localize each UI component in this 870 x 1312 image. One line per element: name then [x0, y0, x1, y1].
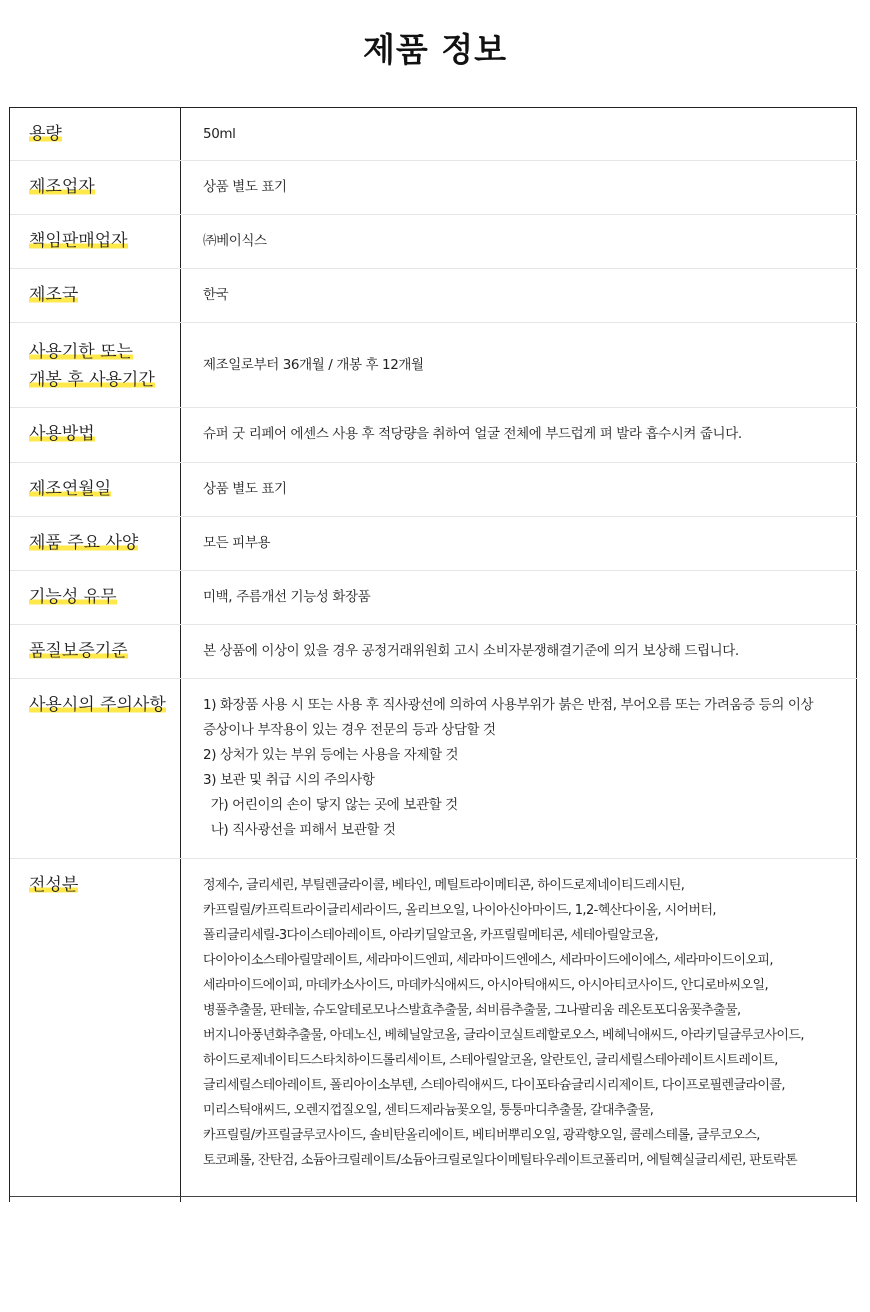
ingredient-line: 카프릴릴/카프릴글루코사이드, 솔비탄올리에이트, 베티버뿌리오일, 광곽향오일, 콜레스테롤, 글루코오스, — [203, 1128, 760, 1143]
row-label: 사용기한 또는 개봉 후 사용기간 — [29, 342, 155, 390]
page-title: 제품 정보 — [362, 30, 507, 69]
ingredient-line: 병풀추출물, 판테놀, 슈도알테로모나스발효추출물, 쇠비름추출물, 그나팔리움 레온토포디움꽃추출물, — [203, 1003, 741, 1018]
ingredient-line: 하이드로제네이티드스타치하이드롤리세이트, 스테아릴알코올, 알란토인, 글리세릴스테아레이트시트레이트, — [203, 1053, 778, 1068]
table-row-manufacturer — [10, 161, 858, 215]
table-row-manufacture-date — [10, 463, 858, 517]
row-value: 본 상품에 이상이 있을 경우 공정거래위원회 고시 소비자분쟁해결기준에 의거 보상해 드립니다. — [203, 643, 739, 659]
table-row-usage — [10, 408, 858, 463]
table-row-precautions — [10, 679, 858, 859]
row-value — [203, 693, 851, 843]
row-value: 50ml — [203, 126, 236, 142]
row-label: 사용시의 주의사항 — [29, 695, 166, 715]
row-value: 슈퍼 굿 리페어 에센스 사용 후 적당량을 취하여 얼굴 전체에 부드럽게 펴 발라 흡수시켜 줍니다. — [203, 426, 742, 442]
row-value: 한국 — [203, 287, 229, 303]
ingredient-line: 다이아이소스테아릴말레이트, 세라마이드엔피, 세라마이드엔에스, 세라마이드에이에스, 세라마이드이오피, — [203, 953, 773, 968]
table-row-distributor — [10, 215, 858, 269]
row-label: 제조업자 — [29, 177, 95, 197]
ingredient-line: 미리스틱애씨드, 오렌지껍질오일, 센티드제라늄꽃오일, 퉁퉁마디추출물, 갈대추출물, — [203, 1103, 654, 1118]
row-label: 품질보증기준 — [29, 641, 128, 661]
row-label: 제조연월일 — [29, 479, 112, 499]
ingredient-line: 글리세릴스테아레이트, 폴리아이소부텐, 스테아릭애씨드, 다이포타슘글리시리제이트, 다이프로필렌글라이콜, — [203, 1078, 785, 1093]
row-label: 책임판매업자 — [29, 231, 128, 251]
row-label: 기능성 유무 — [29, 587, 117, 607]
table-row-ingredients — [10, 859, 858, 1196]
precaution-line: 2) 상처가 있는 부위 등에는 사용을 자제할 것 — [203, 747, 459, 763]
precaution-line: 증상이나 부작용이 있는 경우 전문의 등과 상담할 것 — [203, 722, 496, 738]
table-row-capacity — [10, 108, 858, 161]
row-value: ㈜베이식스 — [203, 233, 267, 249]
table-bottom-border — [10, 1196, 856, 1197]
table-row-specs — [10, 517, 858, 571]
row-value: 모든 피부용 — [203, 535, 271, 551]
precaution-line: 1) 화장품 사용 시 또는 사용 후 직사광선에 의하여 사용부위가 붉은 반점, 부어오름 또는 가려움증 등의 이상 — [203, 697, 814, 713]
ingredient-line: 폴리글리세릴-3다이스테아레이트, 아라키딜알코올, 카프릴릴메티콘, 세테아릴알코올, — [203, 928, 659, 943]
ingredient-line: 카프릴릴/카프릭트라이글리세라이드, 올리브오일, 나이아신아마이드, 1,2-헥산다이올, 시어버터, — [203, 903, 716, 918]
row-value — [203, 873, 855, 1173]
ingredient-line: 정제수, 글리세린, 부틸렌글라이콜, 베타인, 메틸트라이메티콘, 하이드로제네이티드레시틴, — [203, 878, 685, 893]
table-row-country — [10, 269, 858, 323]
row-label: 전성분 — [29, 875, 79, 895]
table-row-functional — [10, 571, 858, 625]
precaution-line: 가) 어린이의 손이 닿지 않는 곳에 보관할 것 — [203, 797, 458, 813]
precaution-line: 3) 보관 및 취급 시의 주의사항 — [203, 772, 375, 788]
ingredient-line: 토코페롤, 잔탄검, 소듐아크릴레이트/소듐아크릴로일다이메틸타우레이트코폴리머, 에틸헥실글리세린, 판토락톤 — [203, 1153, 798, 1168]
row-label: 용량 — [29, 124, 62, 144]
table-row-expiry — [10, 323, 858, 408]
product-info-table — [9, 107, 857, 1202]
ingredient-line: 버지니아풍년화추출물, 아데노신, 베헤닐알코올, 글라이코실트레할로오스, 베헤닉애씨드, 아라키딜글루코사이드, — [203, 1028, 804, 1043]
row-value: 상품 별도 표기 — [203, 481, 287, 497]
row-label: 제조국 — [29, 285, 79, 305]
precaution-line: 나) 직사광선을 피해서 보관할 것 — [203, 822, 396, 838]
ingredient-line: 세라마이드에이피, 마데카소사이드, 마데카식애씨드, 아시아틱애씨드, 아시아티코사이드, 안디로바씨오일, — [203, 978, 769, 993]
row-label: 사용방법 — [29, 424, 95, 444]
table-row-quality — [10, 625, 858, 679]
row-label: 제품 주요 사양 — [29, 533, 139, 553]
row-value: 제조일로부터 36개월 / 개봉 후 12개월 — [203, 357, 424, 373]
row-value: 상품 별도 표기 — [203, 179, 287, 195]
row-value: 미백, 주름개선 기능성 화장품 — [203, 589, 371, 605]
